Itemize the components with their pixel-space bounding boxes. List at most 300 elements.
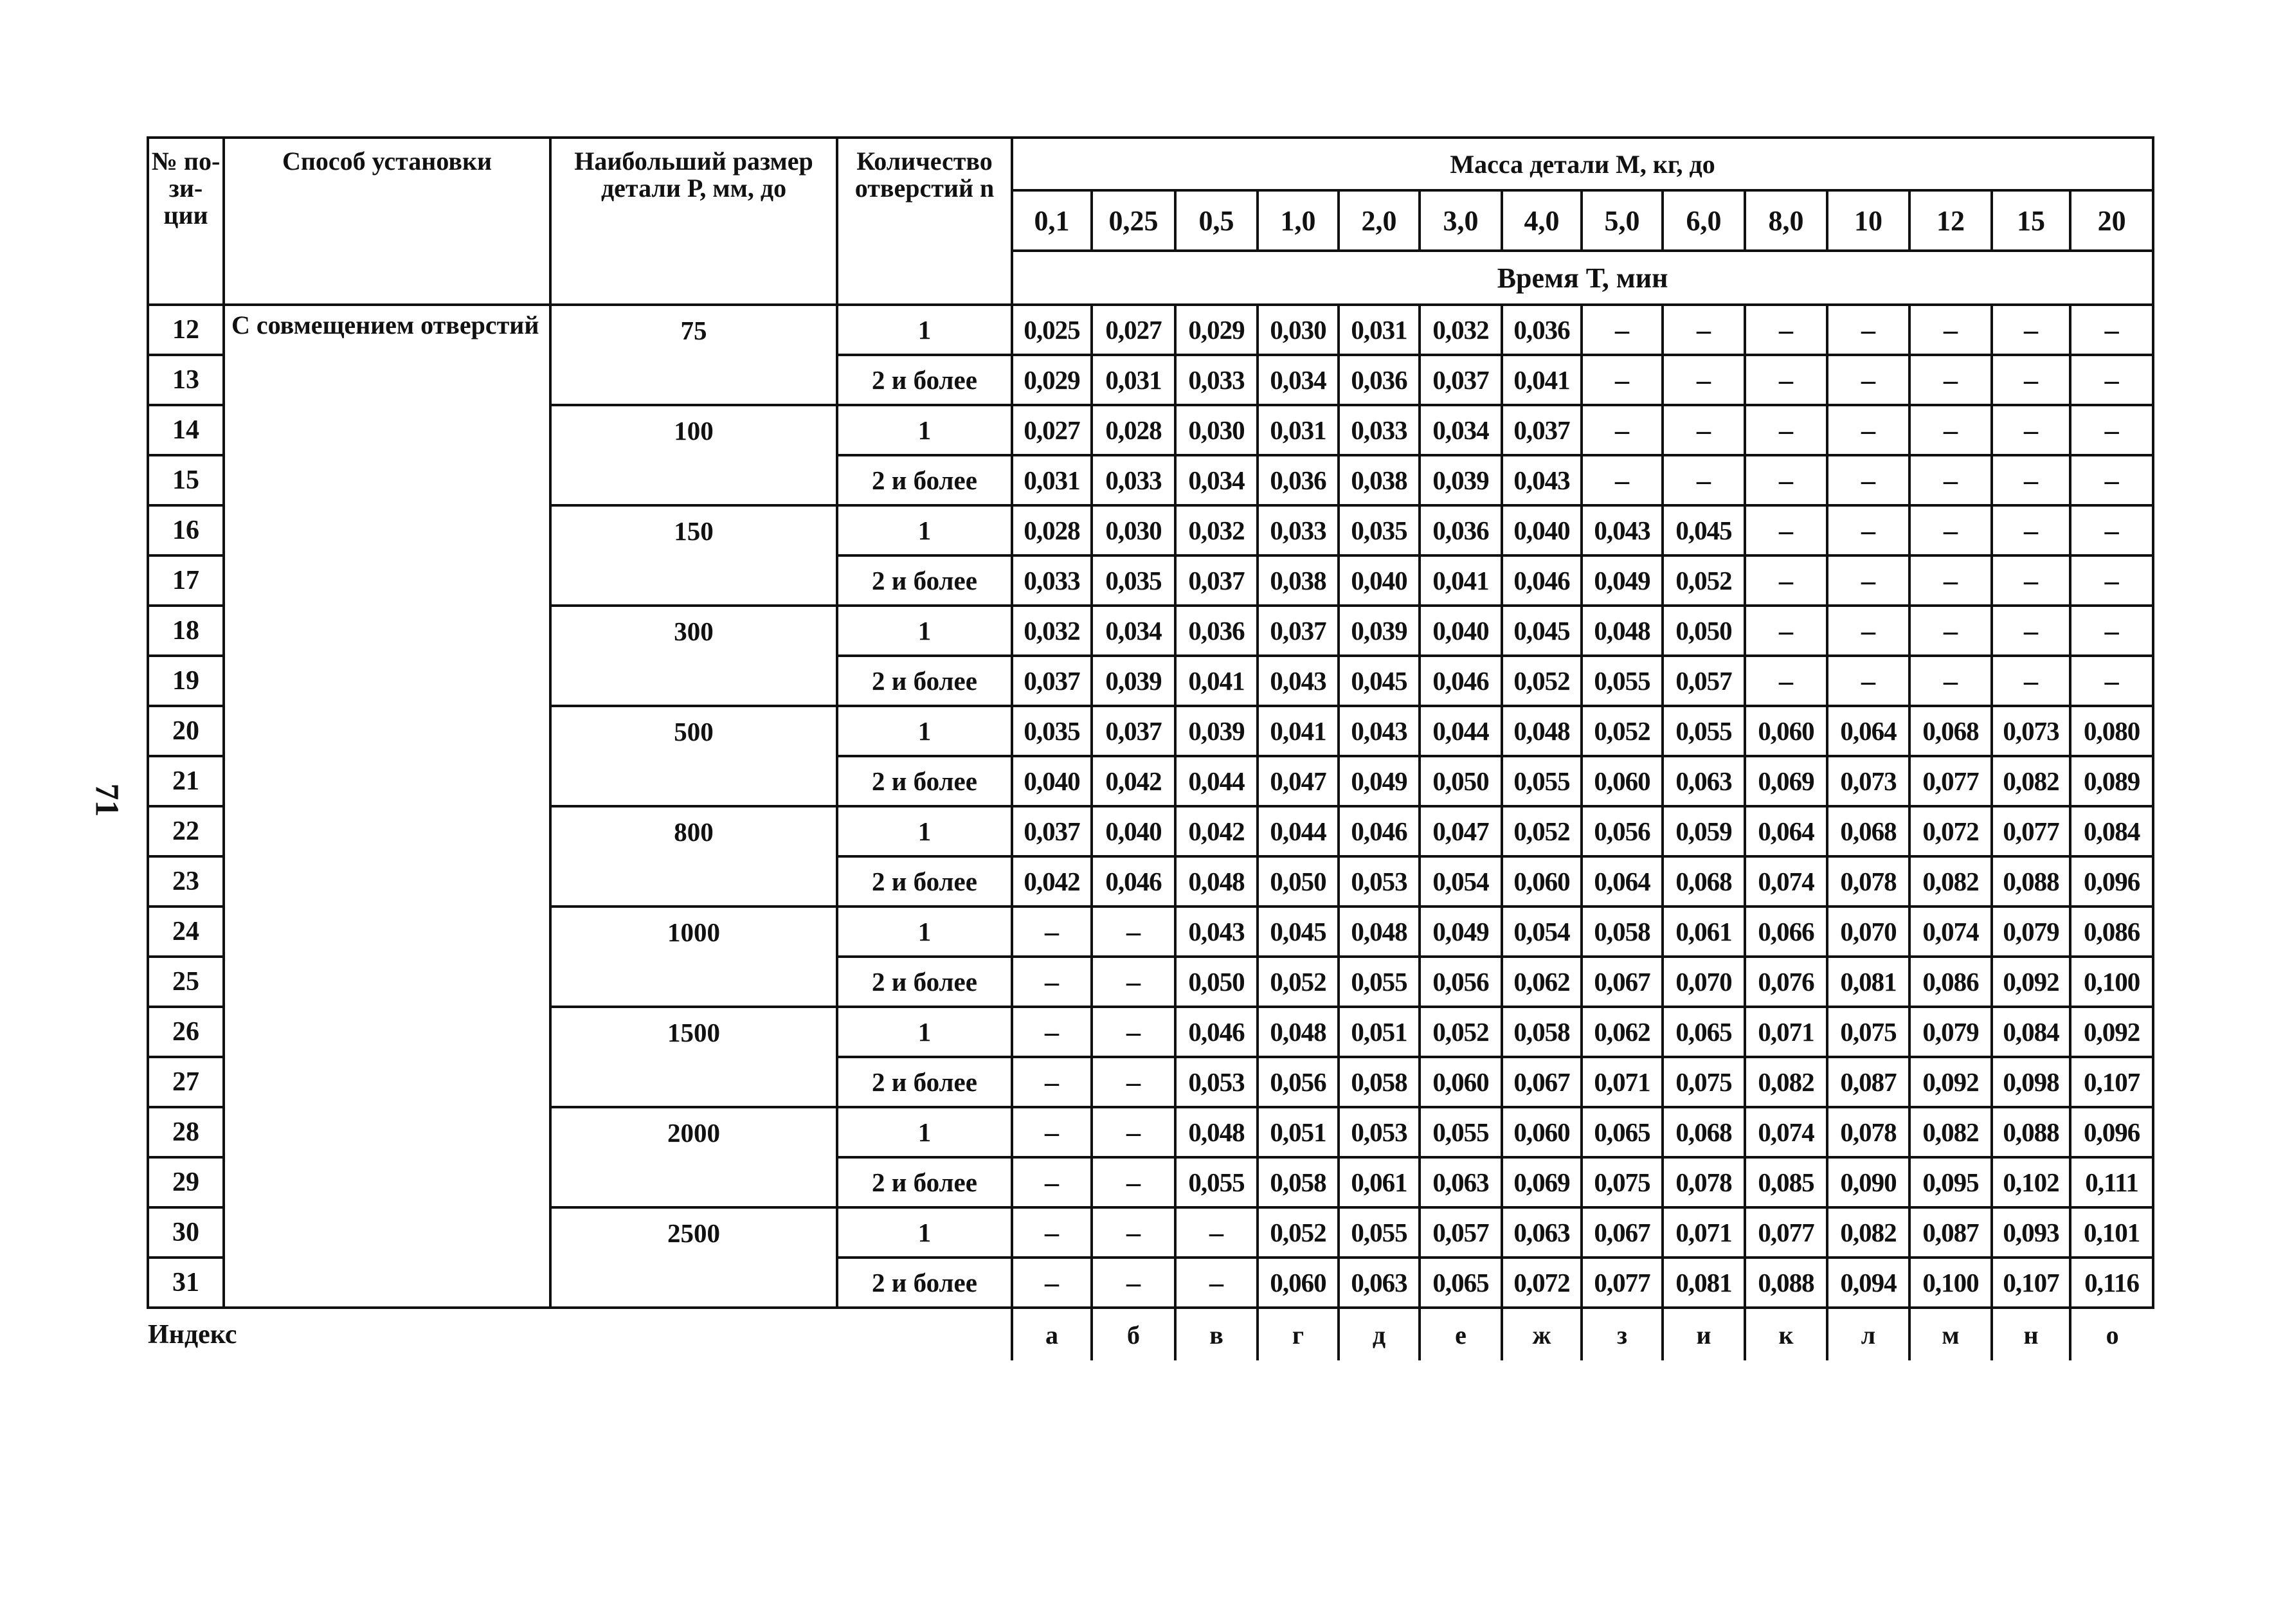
time-value: –	[2070, 656, 2153, 706]
time-value: 0,049	[1420, 907, 1502, 957]
time-value: 0,042	[1092, 756, 1175, 806]
time-value: 0,046	[1420, 656, 1502, 706]
time-value: 0,054	[1420, 856, 1502, 907]
time-value: 0,093	[1992, 1207, 2070, 1258]
time-value: 0,095	[1909, 1157, 1992, 1207]
time-value: 0,039	[1420, 455, 1502, 505]
time-value: 0,085	[1745, 1157, 1827, 1207]
time-value: 0,033	[1175, 355, 1258, 405]
time-value: 0,028	[1012, 505, 1092, 555]
time-value: 0,045	[1258, 907, 1339, 957]
time-value: 0,043	[1258, 656, 1339, 706]
time-value: 0,046	[1502, 555, 1582, 606]
time-value: 0,072	[1909, 806, 1992, 856]
time-value: 0,048	[1339, 907, 1420, 957]
time-value: 0,058	[1502, 1007, 1582, 1057]
time-value: –	[1909, 606, 1992, 656]
header-position: № по-зи-ции	[148, 138, 224, 305]
index-label: Индекс	[148, 1308, 550, 1360]
time-value: –	[1012, 1007, 1092, 1057]
time-value: –	[1827, 505, 1909, 555]
time-value: –	[1909, 656, 1992, 706]
time-value: 0,092	[1992, 957, 2070, 1007]
time-value: –	[1992, 305, 2070, 355]
hole-count: 1	[837, 505, 1012, 555]
position-number: 21	[148, 756, 224, 806]
time-value: 0,066	[1745, 907, 1827, 957]
time-value: 0,068	[1827, 806, 1909, 856]
hole-count: 1	[837, 305, 1012, 355]
time-value: –	[1992, 355, 2070, 405]
time-value: 0,075	[1827, 1007, 1909, 1057]
time-value: –	[1827, 355, 1909, 405]
time-value: 0,035	[1012, 706, 1092, 756]
position-number: 16	[148, 505, 224, 555]
position-number: 25	[148, 957, 224, 1007]
time-value: 0,033	[1258, 505, 1339, 555]
time-value: 0,100	[1909, 1258, 1992, 1308]
time-value: 0,055	[1663, 706, 1745, 756]
position-number: 23	[148, 856, 224, 907]
time-value: 0,027	[1092, 305, 1175, 355]
time-value: 0,092	[1909, 1057, 1992, 1107]
index-letter: н	[1992, 1308, 2070, 1360]
time-value: 0,090	[1827, 1157, 1909, 1207]
time-value: 0,040	[1420, 606, 1502, 656]
time-value: 0,098	[1992, 1057, 2070, 1107]
time-value: 0,068	[1663, 1107, 1745, 1157]
time-value: 0,082	[1745, 1057, 1827, 1107]
time-value: 0,030	[1175, 405, 1258, 455]
time-value: 0,037	[1502, 405, 1582, 455]
position-number: 27	[148, 1057, 224, 1107]
time-value: 0,092	[2070, 1007, 2153, 1057]
time-value: 0,077	[1909, 756, 1992, 806]
time-value: –	[1992, 606, 2070, 656]
time-value: –	[1092, 1107, 1175, 1157]
header-time: Время Т, мин	[1012, 251, 2153, 305]
time-value: 0,040	[1092, 806, 1175, 856]
time-value: 0,074	[1909, 907, 1992, 957]
time-value: 0,060	[1420, 1057, 1502, 1107]
time-value: 0,045	[1502, 606, 1582, 656]
time-value: 0,052	[1582, 706, 1663, 756]
time-value: 0,087	[1827, 1057, 1909, 1107]
max-size: 75	[550, 305, 837, 405]
time-value: 0,034	[1092, 606, 1175, 656]
time-value: 0,039	[1092, 656, 1175, 706]
hole-count: 1	[837, 405, 1012, 455]
time-value: 0,079	[1992, 907, 2070, 957]
time-value: 0,042	[1175, 806, 1258, 856]
time-value: 0,037	[1092, 706, 1175, 756]
time-value: –	[1992, 555, 2070, 606]
hole-count: 1	[837, 606, 1012, 656]
time-value: 0,050	[1175, 957, 1258, 1007]
time-value: 0,076	[1745, 957, 1827, 1007]
time-value: –	[1092, 907, 1175, 957]
position-number: 20	[148, 706, 224, 756]
time-value: 0,037	[1258, 606, 1339, 656]
time-value: –	[1092, 1258, 1175, 1308]
position-number: 12	[148, 305, 224, 355]
time-value: 0,100	[2070, 957, 2153, 1007]
time-value: –	[1582, 405, 1663, 455]
time-value: 0,065	[1420, 1258, 1502, 1308]
time-value: –	[1827, 455, 1909, 505]
time-value: –	[2070, 555, 2153, 606]
time-value: –	[1909, 555, 1992, 606]
time-value: 0,044	[1420, 706, 1502, 756]
time-value: –	[1092, 1207, 1175, 1258]
time-value: 0,060	[1582, 756, 1663, 806]
index-letter: е	[1420, 1308, 1502, 1360]
header-row-top	[148, 138, 2153, 190]
time-value: 0,073	[1827, 756, 1909, 806]
time-value: –	[1827, 555, 1909, 606]
mass-value-8: 6,0	[1663, 190, 1745, 251]
index-letter: г	[1258, 1308, 1339, 1360]
time-value: 0,055	[1175, 1157, 1258, 1207]
time-value: 0,055	[1420, 1107, 1502, 1157]
time-value: 0,040	[1502, 505, 1582, 555]
hole-count: 1	[837, 907, 1012, 957]
mass-value-10: 10	[1827, 190, 1909, 251]
time-value: 0,041	[1420, 555, 1502, 606]
time-value: 0,087	[1909, 1207, 1992, 1258]
time-value: 0,057	[1663, 656, 1745, 706]
time-value: 0,051	[1339, 1007, 1420, 1057]
time-value: 0,046	[1339, 806, 1420, 856]
time-value: –	[2070, 405, 2153, 455]
time-value: –	[2070, 455, 2153, 505]
time-value: –	[1992, 656, 2070, 706]
time-value: –	[1663, 355, 1745, 405]
time-value: 0,094	[1827, 1258, 1909, 1308]
hole-count: 2 и более	[837, 1157, 1012, 1207]
mass-value-1: 0,25	[1092, 190, 1175, 251]
time-value: –	[1827, 405, 1909, 455]
index-letter: в	[1175, 1308, 1258, 1360]
time-value: 0,065	[1663, 1007, 1745, 1057]
time-value: 0,060	[1258, 1258, 1339, 1308]
time-value: 0,043	[1339, 706, 1420, 756]
time-value: 0,027	[1012, 405, 1092, 455]
time-value: 0,038	[1258, 555, 1339, 606]
time-value: 0,025	[1012, 305, 1092, 355]
time-value: 0,096	[2070, 1107, 2153, 1157]
time-value: 0,084	[1992, 1007, 2070, 1057]
time-value: 0,041	[1175, 656, 1258, 706]
header-mass: Масса детали М, кг, до	[1012, 138, 2153, 190]
time-value: –	[1745, 355, 1827, 405]
time-value: 0,069	[1745, 756, 1827, 806]
max-size: 1000	[550, 907, 837, 1007]
time-value: 0,077	[1992, 806, 2070, 856]
time-value: 0,058	[1582, 907, 1663, 957]
time-value: 0,070	[1663, 957, 1745, 1007]
time-value: 0,078	[1663, 1157, 1745, 1207]
time-value: –	[1663, 455, 1745, 505]
time-value: 0,055	[1582, 656, 1663, 706]
time-value: 0,047	[1420, 806, 1502, 856]
time-value: 0,062	[1582, 1007, 1663, 1057]
time-value: 0,078	[1827, 1107, 1909, 1157]
time-value: 0,034	[1258, 355, 1339, 405]
mass-value-12: 15	[1992, 190, 2070, 251]
time-value: 0,053	[1339, 1107, 1420, 1157]
time-value: –	[1092, 1157, 1175, 1207]
time-value: 0,055	[1339, 1207, 1420, 1258]
time-value: 0,037	[1012, 806, 1092, 856]
time-value: 0,081	[1663, 1258, 1745, 1308]
hole-count: 1	[837, 1107, 1012, 1157]
time-value: 0,028	[1092, 405, 1175, 455]
time-norm-table	[147, 136, 2154, 1360]
time-value: –	[1992, 505, 2070, 555]
time-value: 0,031	[1012, 455, 1092, 505]
time-value: 0,029	[1175, 305, 1258, 355]
time-value: 0,063	[1663, 756, 1745, 806]
header-method: Способ установки	[224, 138, 550, 305]
time-value: 0,063	[1420, 1157, 1502, 1207]
time-value: 0,052	[1502, 806, 1582, 856]
time-value: 0,043	[1582, 505, 1663, 555]
hole-count: 2 и более	[837, 455, 1012, 505]
time-value: 0,046	[1092, 856, 1175, 907]
time-value: 0,049	[1339, 756, 1420, 806]
time-value: 0,063	[1339, 1258, 1420, 1308]
time-value: –	[1663, 305, 1745, 355]
hole-count: 2 и более	[837, 856, 1012, 907]
time-value: –	[1992, 455, 2070, 505]
time-value: 0,082	[1909, 856, 1992, 907]
time-value: 0,061	[1663, 907, 1745, 957]
mass-value-11: 12	[1909, 190, 1992, 251]
time-value: –	[1012, 907, 1092, 957]
time-value: 0,071	[1663, 1207, 1745, 1258]
time-value: 0,048	[1175, 1107, 1258, 1157]
time-value: 0,038	[1339, 455, 1420, 505]
max-size: 500	[550, 706, 837, 806]
time-value: 0,111	[2070, 1157, 2153, 1207]
time-value: –	[2070, 305, 2153, 355]
time-value: 0,052	[1420, 1007, 1502, 1057]
time-value: 0,032	[1175, 505, 1258, 555]
time-value: 0,050	[1663, 606, 1745, 656]
time-value: 0,031	[1092, 355, 1175, 405]
time-value: 0,044	[1258, 806, 1339, 856]
hole-count: 1	[837, 1007, 1012, 1057]
time-value: 0,060	[1502, 856, 1582, 907]
position-number: 28	[148, 1107, 224, 1157]
time-value: 0,034	[1175, 455, 1258, 505]
time-value: 0,032	[1420, 305, 1502, 355]
header-max-size: Наибольший размер детали Р, мм, до	[550, 138, 837, 305]
index-blank	[550, 1308, 1012, 1360]
time-value: –	[1582, 305, 1663, 355]
position-number: 29	[148, 1157, 224, 1207]
time-value: –	[2070, 355, 2153, 405]
time-value: 0,064	[1582, 856, 1663, 907]
time-value: 0,116	[2070, 1258, 2153, 1308]
time-value: 0,037	[1420, 355, 1502, 405]
time-value: 0,059	[1663, 806, 1745, 856]
time-value: 0,048	[1258, 1007, 1339, 1057]
mass-value-6: 4,0	[1502, 190, 1582, 251]
time-value: 0,036	[1175, 606, 1258, 656]
time-value: 0,049	[1582, 555, 1663, 606]
time-value: 0,071	[1745, 1007, 1827, 1057]
time-value: –	[1092, 1007, 1175, 1057]
time-value: 0,043	[1502, 455, 1582, 505]
time-value: 0,052	[1258, 957, 1339, 1007]
max-size: 150	[550, 505, 837, 606]
hole-count: 2 и более	[837, 1057, 1012, 1107]
time-value: 0,077	[1745, 1207, 1827, 1258]
time-value: 0,051	[1258, 1107, 1339, 1157]
time-value: 0,088	[1992, 856, 2070, 907]
time-value: –	[1012, 957, 1092, 1007]
time-value: 0,055	[1339, 957, 1420, 1007]
time-value: 0,036	[1420, 505, 1502, 555]
time-value: 0,041	[1258, 706, 1339, 756]
max-size: 2000	[550, 1107, 837, 1207]
time-value: 0,053	[1339, 856, 1420, 907]
time-value: 0,068	[1663, 856, 1745, 907]
time-value: 0,088	[1745, 1258, 1827, 1308]
time-value: 0,036	[1502, 305, 1582, 355]
time-value: 0,056	[1258, 1057, 1339, 1107]
time-value: –	[1092, 957, 1175, 1007]
time-value: 0,081	[1827, 957, 1909, 1007]
time-value: 0,037	[1175, 555, 1258, 606]
time-value: 0,107	[2070, 1057, 2153, 1107]
time-value: –	[1745, 656, 1827, 706]
time-value: 0,039	[1175, 706, 1258, 756]
time-value: 0,078	[1827, 856, 1909, 907]
max-size: 1500	[550, 1007, 837, 1107]
time-value: 0,063	[1502, 1207, 1582, 1258]
index-letter: к	[1745, 1308, 1827, 1360]
time-value: 0,034	[1420, 405, 1502, 455]
time-value: 0,067	[1582, 1207, 1663, 1258]
time-value: –	[1012, 1157, 1092, 1207]
time-value: –	[1909, 505, 1992, 555]
index-letter: б	[1092, 1308, 1175, 1360]
time-value: 0,032	[1012, 606, 1092, 656]
position-number: 13	[148, 355, 224, 405]
time-value: 0,082	[1827, 1207, 1909, 1258]
hole-count: 1	[837, 1207, 1012, 1258]
max-size: 2500	[550, 1207, 837, 1308]
hole-count: 2 и более	[837, 1258, 1012, 1308]
index-row	[148, 1308, 2153, 1360]
time-value: –	[1663, 405, 1745, 455]
time-value: 0,056	[1420, 957, 1502, 1007]
index-letter: о	[2070, 1308, 2153, 1360]
max-size: 100	[550, 405, 837, 505]
time-value: 0,054	[1502, 907, 1582, 957]
time-value: 0,047	[1258, 756, 1339, 806]
position-number: 26	[148, 1007, 224, 1057]
hole-count: 2 и более	[837, 957, 1012, 1007]
time-value: 0,033	[1092, 455, 1175, 505]
hole-count: 1	[837, 806, 1012, 856]
index-letter: з	[1582, 1308, 1663, 1360]
time-value: 0,042	[1012, 856, 1092, 907]
time-value: 0,048	[1582, 606, 1663, 656]
time-value: 0,039	[1339, 606, 1420, 656]
time-value: 0,044	[1175, 756, 1258, 806]
time-value: 0,058	[1339, 1057, 1420, 1107]
time-value: 0,075	[1663, 1057, 1745, 1107]
time-value: 0,065	[1582, 1107, 1663, 1157]
time-value: 0,071	[1582, 1057, 1663, 1107]
index-letter: ж	[1502, 1308, 1582, 1360]
time-value: 0,060	[1745, 706, 1827, 756]
installation-method: С совмещением отверстий	[224, 305, 550, 1308]
index-letter: д	[1339, 1308, 1420, 1360]
time-value: 0,033	[1012, 555, 1092, 606]
time-value: 0,080	[2070, 706, 2153, 756]
time-value: 0,082	[1909, 1107, 1992, 1157]
time-value: 0,055	[1502, 756, 1582, 806]
time-value: 0,064	[1827, 706, 1909, 756]
header-hole-count: Количество отверстий n	[837, 138, 1012, 305]
time-value: 0,029	[1012, 355, 1092, 405]
time-value: –	[1012, 1258, 1092, 1308]
position-number: 14	[148, 405, 224, 455]
mass-value-2: 0,5	[1175, 190, 1258, 251]
time-value: 0,056	[1582, 806, 1663, 856]
time-value: 0,036	[1258, 455, 1339, 505]
time-value: 0,053	[1175, 1057, 1258, 1107]
time-value: 0,030	[1092, 505, 1175, 555]
time-value: –	[1092, 1057, 1175, 1107]
time-value: –	[1745, 555, 1827, 606]
mass-value-0: 0,1	[1012, 190, 1092, 251]
time-value: 0,074	[1745, 856, 1827, 907]
time-value: –	[1909, 405, 1992, 455]
time-value: 0,060	[1502, 1107, 1582, 1157]
index-letter: л	[1827, 1308, 1909, 1360]
index-letter: а	[1012, 1308, 1092, 1360]
time-value: 0,036	[1339, 355, 1420, 405]
time-value: 0,040	[1012, 756, 1092, 806]
time-value: 0,082	[1992, 756, 2070, 806]
page-number: 71	[88, 783, 125, 817]
position-number: 24	[148, 907, 224, 957]
time-value: 0,048	[1175, 856, 1258, 907]
mass-value-3: 1,0	[1258, 190, 1339, 251]
hole-count: 2 и более	[837, 555, 1012, 606]
time-value: 0,069	[1502, 1157, 1582, 1207]
time-value: 0,031	[1258, 405, 1339, 455]
time-value: –	[1582, 355, 1663, 405]
time-value: 0,061	[1339, 1157, 1420, 1207]
position-number: 30	[148, 1207, 224, 1258]
time-value: 0,043	[1175, 907, 1258, 957]
time-value: 0,030	[1258, 305, 1339, 355]
position-number: 19	[148, 656, 224, 706]
time-value: 0,088	[1992, 1107, 2070, 1157]
time-value: –	[1827, 606, 1909, 656]
mass-value-7: 5,0	[1582, 190, 1663, 251]
time-value: 0,052	[1258, 1207, 1339, 1258]
time-value: 0,045	[1339, 656, 1420, 706]
time-value: 0,062	[1502, 957, 1582, 1007]
